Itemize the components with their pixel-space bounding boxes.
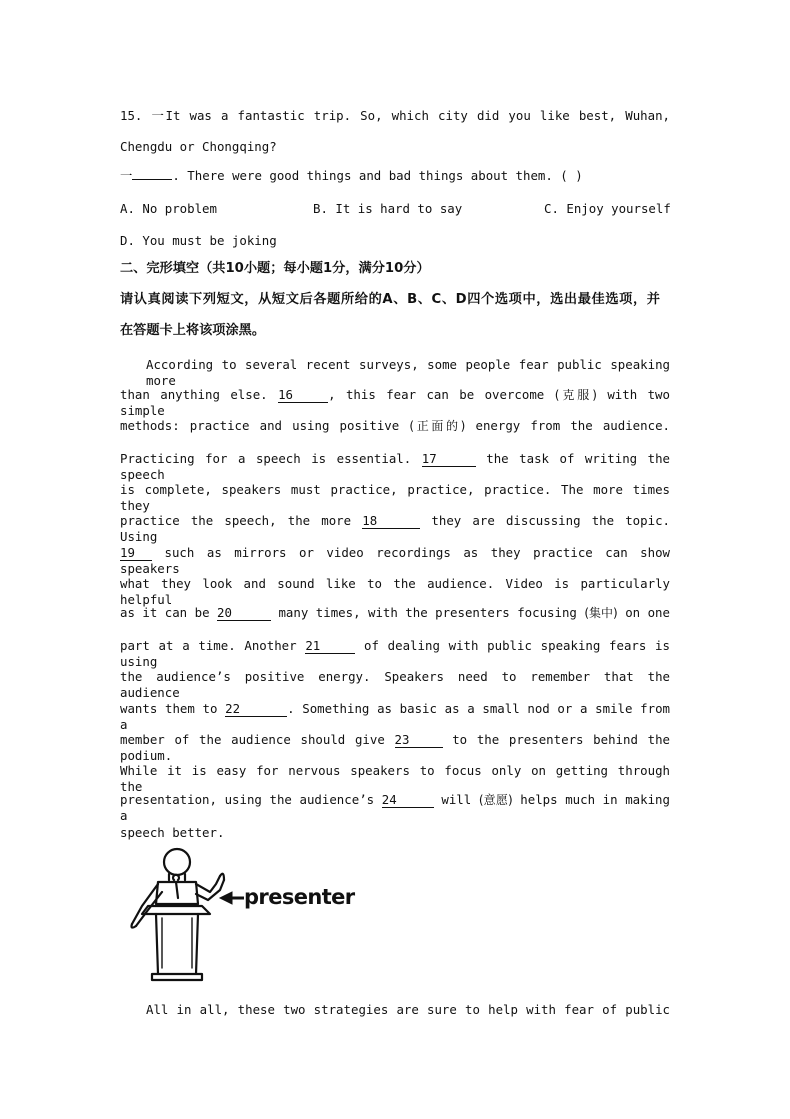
option-d: D. You must be joking [120, 233, 277, 248]
passage-line-6: practice the speech, the more 18 they are discussing the topic. Using [120, 513, 670, 544]
blank-21: 21 [305, 639, 355, 654]
section-instruction-line-1: 请认真阅读下列短文，从短文后各题所给的A、B、C、D四个选项中，选出最佳选项，并 [120, 292, 660, 307]
passage-line-16: speech better. [120, 825, 225, 840]
presenter-right-arm [196, 876, 224, 900]
presenter-label: presenter [244, 885, 355, 909]
passage-line-1: According to several recent surveys, some people fear public speaking more [146, 357, 670, 388]
answer-blank-15 [132, 179, 172, 180]
passage-line-8: what they look and sound like to the audience. Video is particularly helpful [120, 576, 670, 607]
passage-line-9: as it can be 20 many times, with the presenters focusing (集中) on one [120, 605, 670, 620]
podium-top [142, 906, 210, 914]
passage-line-5: is complete, speakers must practice, practice, practice. The more times they [120, 482, 670, 513]
passage-line-11: the audience’s positive energy. Speakers need to remember that the audience [120, 669, 670, 700]
section-title: 二、完形填空（共10小题；每小题1分，满分10分） [120, 261, 430, 276]
presenter-illustration [120, 840, 355, 990]
passage-line-15: presentation, using the audience’s 24 will (意愿) helps much in making a [120, 792, 670, 823]
blank-16: 16 [278, 388, 328, 403]
passage-line-7: 19 such as mirrors or video recordings as they practice can show speakers [120, 545, 670, 576]
blank-17: 17 [422, 452, 476, 467]
passage-line-14: While it is easy for nervous speakers to focus only on getting through the [120, 763, 670, 794]
presenter-head [164, 849, 190, 875]
blank-18: 18 [362, 514, 420, 529]
q15-response-line [120, 168, 670, 184]
option-b: B. It is hard to say [313, 201, 463, 216]
option-a: A. No problem [120, 201, 217, 216]
passage-line-4: Practicing for a speech is essential. 17 the task of writing the speech [120, 451, 671, 482]
blank-20: 20 [217, 606, 271, 621]
passage-line-17: All in all, these two strategies are sure to help with fear of public [146, 1002, 670, 1017]
passage-line-3: methods: practice and using positive (正面的) energy from the audience. [120, 418, 670, 433]
q15-stem-line-2: Chengdu or Chongqing? [120, 139, 277, 154]
podium-body [152, 914, 202, 980]
pointer-arrow [220, 892, 244, 904]
microphone [173, 875, 179, 898]
passage-line-12: wants them to 22 . Something as basic as a small nod or a smile from a [120, 701, 670, 732]
passage-line-13: member of the audience should give 23 to the presenters behind the podium. [120, 732, 671, 763]
blank-24: 24 [382, 793, 434, 808]
q15-stem-line-1: 15. 一It was a fantastic trip. So, which city did you like best, Wuhan, [120, 108, 670, 123]
dash: 一 [120, 168, 133, 183]
passage-line-10: part at a time. Another 21 of dealing with public speaking fears is using [120, 638, 670, 669]
passage-line-2: than anything else. 16 , this fear can be overcome (克服) with two simple [120, 387, 670, 418]
section-instruction-line-2: 在答题卡上将该项涂黑。 [120, 323, 266, 338]
blank-22: 22 [225, 702, 287, 717]
blank-23: 23 [395, 733, 443, 748]
option-c: C. Enjoy yourself [544, 201, 671, 216]
blank-19: 19 [120, 546, 152, 561]
q15-response-text: . There were good things and bad things about them. ( ) [172, 168, 583, 183]
